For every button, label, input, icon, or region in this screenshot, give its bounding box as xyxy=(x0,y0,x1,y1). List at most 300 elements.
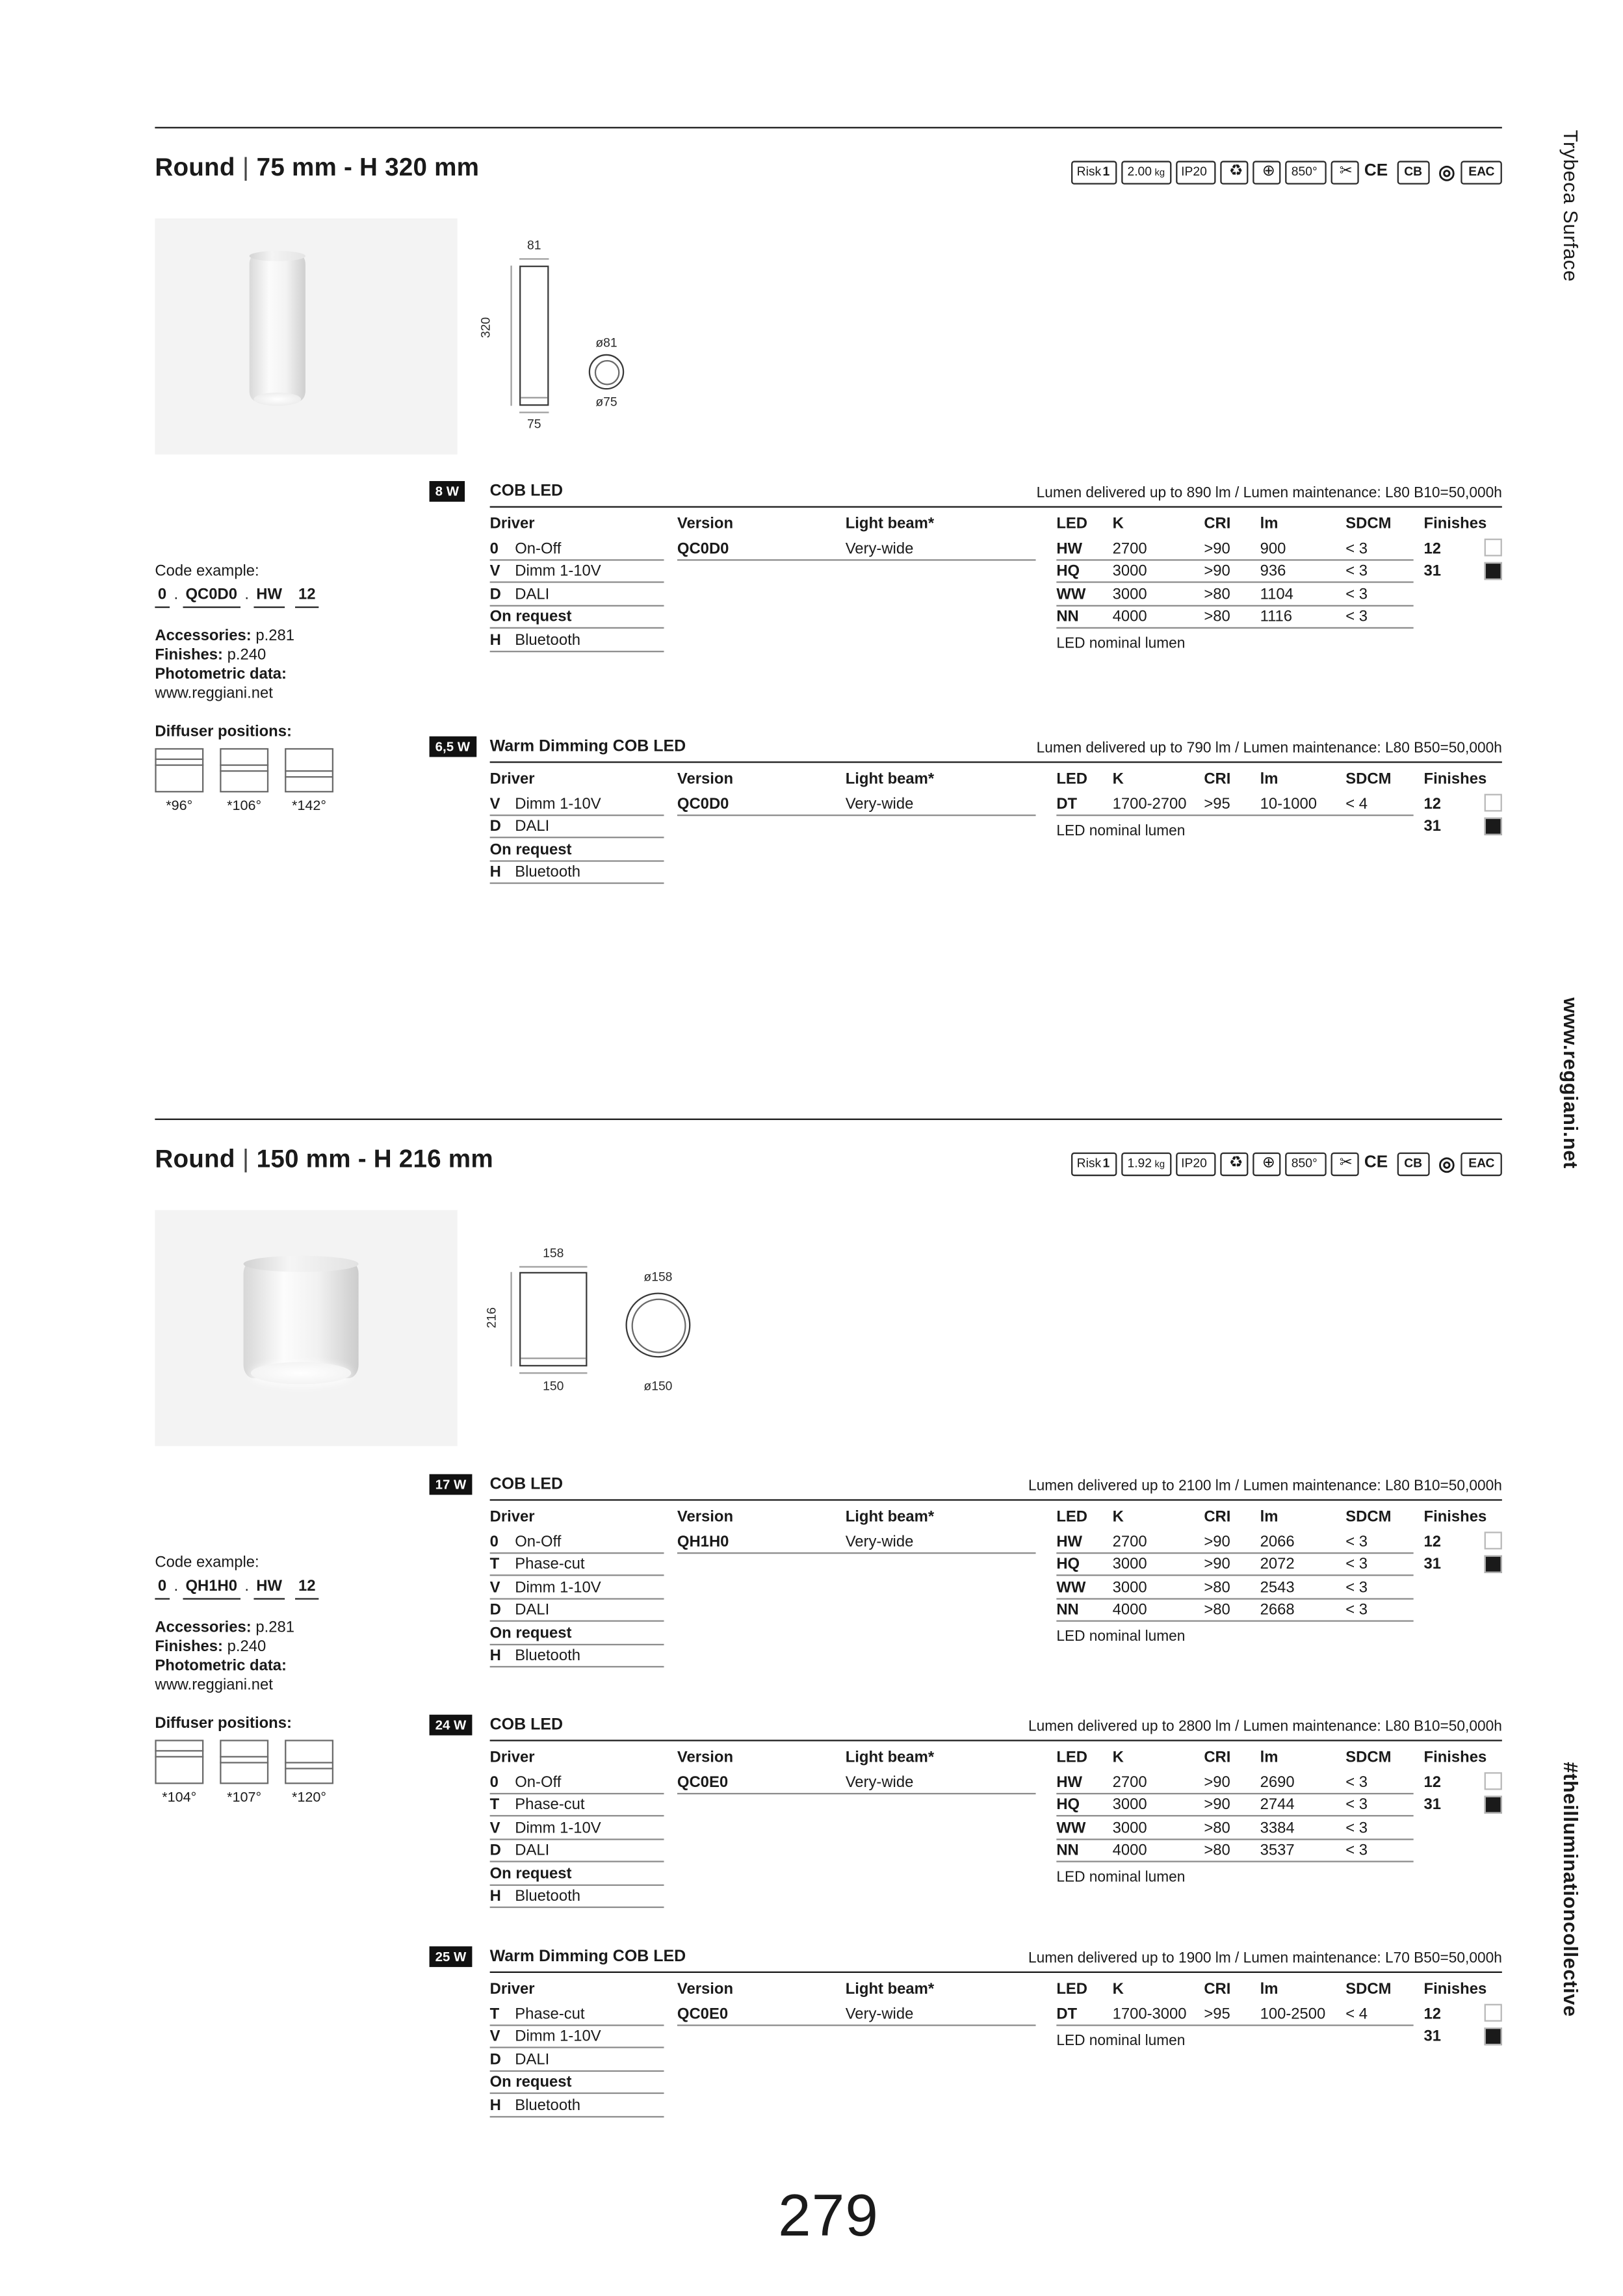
led-cell: WW xyxy=(1056,1818,1086,1837)
led-cell: >90 xyxy=(1204,1532,1230,1550)
led-row xyxy=(1056,1816,1413,1839)
technical-drawing xyxy=(472,1240,738,1402)
driver-row xyxy=(490,1794,664,1816)
dimension-line xyxy=(510,1272,512,1366)
column-header: Version xyxy=(677,770,734,789)
led-rows xyxy=(1056,792,1413,815)
finishes-options xyxy=(1424,1530,1502,1576)
driver-options xyxy=(490,1530,664,1667)
led-cell: 4000 xyxy=(1112,1600,1147,1619)
badge-icon: ⊕ xyxy=(1262,163,1275,181)
diffuser-angle: *104° xyxy=(162,1790,197,1807)
finish-swatch xyxy=(1485,562,1502,579)
led-cell: >80 xyxy=(1204,1600,1230,1619)
cert-badge xyxy=(1363,160,1392,183)
driver-label: Dimm 1-10V xyxy=(515,562,601,581)
column-header: K xyxy=(1112,1507,1124,1526)
product-dimensions: 75 mm - H 320 mm xyxy=(256,153,480,182)
column-header: LED xyxy=(1056,515,1087,533)
led-row xyxy=(1056,606,1413,629)
product-shape: Round xyxy=(155,1145,235,1173)
finish-code: 31 xyxy=(1423,1795,1442,1814)
led-cell: >90 xyxy=(1204,562,1230,581)
finishes-line xyxy=(155,646,450,666)
version-row xyxy=(677,792,1036,815)
badge-text: Risk xyxy=(1076,164,1102,179)
driver-label: Dimm 1-10V xyxy=(515,1818,601,1837)
led-cell: 2700 xyxy=(1112,1773,1147,1791)
accessories-label: Accessories: xyxy=(155,627,252,645)
cert-badge xyxy=(1121,1152,1171,1175)
dim-diameter-bottom: ø150 xyxy=(643,1378,673,1393)
code-token: HW xyxy=(253,586,285,607)
front-view xyxy=(519,266,549,406)
badge-icon: ♻ xyxy=(1228,163,1243,181)
badge-icon: ◎ xyxy=(1438,1152,1455,1175)
column-headers xyxy=(490,1980,1502,1998)
light-beam-value: Very-wide xyxy=(845,539,914,557)
led-row xyxy=(1056,1530,1413,1553)
column-header: Light beam* xyxy=(845,515,935,533)
driver-row xyxy=(490,629,664,651)
lumen-info: Lumen delivered up to 1900 lm / Lumen maintenance: L70 B50=50,000h xyxy=(1028,1950,1502,1966)
driver-row xyxy=(490,2002,664,2025)
diffuser-positions xyxy=(155,1740,450,1807)
table-rule xyxy=(490,761,1502,763)
driver-row xyxy=(490,1576,664,1598)
driver-code: V xyxy=(489,2027,500,2046)
code-token: 0 xyxy=(155,586,169,607)
led-cell: 10-1000 xyxy=(1260,794,1318,813)
column-header: Light beam* xyxy=(845,1507,935,1526)
cert-badge xyxy=(1461,160,1502,183)
top-view xyxy=(589,354,624,389)
led-type-title: COB LED xyxy=(489,482,564,501)
code-example xyxy=(155,1578,450,1606)
driver-code: V xyxy=(489,1818,500,1837)
column-header: Finishes xyxy=(1423,1507,1487,1526)
product-shape: Round xyxy=(155,153,235,182)
diffuser-icon xyxy=(155,1740,203,1784)
driver-label: DALI xyxy=(515,1600,550,1619)
driver-label: On-Off xyxy=(515,539,562,557)
driver-row xyxy=(490,2026,664,2048)
accessories-label: Accessories: xyxy=(155,1619,252,1637)
light-beam-value: Very-wide xyxy=(845,1532,914,1550)
led-cell: < 3 xyxy=(1345,1532,1368,1550)
finish-option xyxy=(1424,2026,1502,2048)
led-type-title: COB LED xyxy=(489,1716,564,1734)
driver-row xyxy=(490,1816,664,1839)
code-example-label: Code example: xyxy=(155,1554,259,1572)
cert-badge xyxy=(1363,1152,1392,1175)
column-header: K xyxy=(1112,1748,1124,1767)
badge-bold-text: CB xyxy=(1404,1155,1423,1171)
finishes-options xyxy=(1424,2002,1502,2048)
driver-label: Bluetooth xyxy=(515,2096,580,2114)
driver-options xyxy=(490,2002,664,2117)
product-photo xyxy=(155,218,457,454)
photometric-link[interactable]: www.reggiani.net xyxy=(155,1676,273,1694)
finishes-page: p.240 xyxy=(227,646,266,664)
lumen-info: Lumen delivered up to 2800 lm / Lumen maintenance: L80 B10=50,000h xyxy=(1028,1718,1502,1735)
badge-icon: ⊕ xyxy=(1262,1154,1275,1172)
column-header: LED xyxy=(1056,1980,1087,1998)
cylinder-product-image xyxy=(244,1260,359,1379)
led-cell: >95 xyxy=(1204,2004,1230,2023)
led-rows xyxy=(1056,1530,1413,1622)
wattage-badge: 25 W xyxy=(430,1946,473,1966)
diffuser-band xyxy=(155,1750,203,1757)
diffuser-position xyxy=(155,748,203,816)
driver-options xyxy=(490,792,664,884)
inner-circle xyxy=(630,1298,685,1352)
driver-code: 0 xyxy=(489,1532,499,1550)
dim-height: 320 xyxy=(478,317,493,339)
driver-row xyxy=(490,2048,664,2071)
led-cell: >80 xyxy=(1204,1818,1230,1837)
cert-badge xyxy=(1434,160,1457,183)
driver-row xyxy=(490,1885,664,1908)
led-cell: 4000 xyxy=(1112,1841,1147,1860)
badge-bold-text: 1 xyxy=(1102,1155,1110,1171)
column-header: Version xyxy=(677,1980,734,1998)
column-header: SDCM xyxy=(1345,770,1392,789)
led-cell: 3384 xyxy=(1260,1818,1295,1837)
column-header: Finishes xyxy=(1423,770,1487,789)
inner-circle xyxy=(594,359,619,385)
driver-row xyxy=(490,815,664,838)
photometric-label: Photometric data: xyxy=(155,1657,287,1675)
finish-swatch xyxy=(1485,1554,1502,1572)
column-header: K xyxy=(1112,770,1124,789)
driver-code: H xyxy=(489,2096,501,2114)
version-row xyxy=(677,537,1036,560)
badge-text: 850° xyxy=(1291,1155,1318,1171)
badge-bold-text: ЕАС xyxy=(1468,164,1495,179)
cert-badge xyxy=(1434,1152,1457,1175)
led-cell: WW xyxy=(1056,585,1086,603)
wattage-badge: 8 W xyxy=(430,481,465,501)
column-header: CRI xyxy=(1204,1507,1231,1526)
driver-label: On-Off xyxy=(515,1532,562,1550)
diffuser-icon xyxy=(285,748,333,792)
driver-code: D xyxy=(489,2050,501,2068)
finish-swatch xyxy=(1485,816,1502,834)
finish-code: 12 xyxy=(1423,1773,1442,1791)
led-cell: 2744 xyxy=(1260,1795,1295,1814)
version-row xyxy=(677,1771,1036,1794)
photometric-label: Photometric data: xyxy=(155,665,287,684)
driver-options xyxy=(490,1771,664,1908)
badge-text: 2.00 xyxy=(1127,164,1152,179)
badge-bold-text: CB xyxy=(1404,164,1423,179)
badge-text: IP20 xyxy=(1181,1155,1207,1171)
column-header: Driver xyxy=(489,1980,535,1998)
driver-code: 0 xyxy=(489,1773,499,1791)
led-cell: < 3 xyxy=(1345,1600,1368,1619)
dim-diameter-top: ø158 xyxy=(643,1269,673,1284)
light-beam-value: Very-wide xyxy=(845,1773,914,1791)
led-cell: 2668 xyxy=(1260,1600,1295,1619)
dim-diameter-bottom: ø75 xyxy=(595,394,617,409)
finish-option xyxy=(1424,1771,1502,1794)
driver-label: On-Off xyxy=(515,1773,562,1791)
column-header: Finishes xyxy=(1423,515,1487,533)
led-rows xyxy=(1056,1771,1413,1862)
driver-row xyxy=(490,1622,664,1645)
series-name-vertical-label: Trybeca Surface xyxy=(1559,129,1582,282)
driver-label: On request xyxy=(489,608,572,626)
led-cell: < 4 xyxy=(1345,2004,1368,2023)
led-data xyxy=(1056,792,1413,839)
led-nominal-note: LED nominal lumen xyxy=(1056,636,1186,653)
led-rows xyxy=(1056,2002,1413,2025)
led-cell: HQ xyxy=(1056,1555,1080,1573)
column-header: SDCM xyxy=(1345,1507,1392,1526)
led-cell: 3000 xyxy=(1112,562,1147,581)
driver-code: V xyxy=(489,562,500,581)
driver-row xyxy=(490,606,664,629)
version-code: QC0D0 xyxy=(677,794,729,813)
diffuser-position xyxy=(285,748,333,816)
reference-links xyxy=(155,1619,450,1695)
accessories-line xyxy=(155,627,450,647)
driver-row xyxy=(490,792,664,815)
dimension-line xyxy=(519,258,549,259)
column-header: SDCM xyxy=(1345,1980,1392,1998)
version-code: QH1H0 xyxy=(677,1532,729,1550)
led-cell: < 3 xyxy=(1345,608,1368,626)
finish-option xyxy=(1424,560,1502,582)
dimension-line xyxy=(519,1372,587,1374)
finish-swatch xyxy=(1485,2004,1502,2022)
finish-code: 31 xyxy=(1423,1555,1442,1573)
accessories-page: p.281 xyxy=(255,627,295,645)
column-header: Version xyxy=(677,1507,734,1526)
led-cell: 2072 xyxy=(1260,1555,1295,1573)
accessories-line xyxy=(155,1619,450,1638)
dim-height: 216 xyxy=(484,1307,499,1329)
finishes-options xyxy=(1424,792,1502,838)
driver-row xyxy=(490,1553,664,1576)
led-cell: HW xyxy=(1056,539,1083,557)
driver-code: H xyxy=(489,631,501,649)
diffuser-position xyxy=(285,1740,333,1807)
finish-option xyxy=(1424,2002,1502,2025)
title-separator: | xyxy=(242,153,250,182)
photometric-link[interactable]: www.reggiani.net xyxy=(155,685,273,703)
led-row xyxy=(1056,1840,1413,1862)
light-beam-value: Very-wide xyxy=(845,2004,914,2023)
badge-unit: kg xyxy=(1154,1160,1165,1171)
driver-code: T xyxy=(489,2004,500,2023)
driver-row xyxy=(490,1771,664,1794)
led-type-title: Warm Dimming COB LED xyxy=(489,1948,686,1966)
led-cell: >80 xyxy=(1204,1841,1230,1860)
driver-code: T xyxy=(489,1555,500,1573)
version-row xyxy=(677,2002,1036,2025)
section-title xyxy=(155,1145,493,1175)
driver-code: V xyxy=(489,1578,500,1597)
badge-unit: kg xyxy=(1154,168,1165,179)
code-token: HW xyxy=(253,1578,285,1599)
column-header: lm xyxy=(1260,1980,1279,1998)
driver-code: D xyxy=(489,1600,501,1619)
column-header: CRI xyxy=(1204,515,1231,533)
column-header: Light beam* xyxy=(845,770,935,789)
led-data xyxy=(1056,2002,1413,2049)
diffuser-band xyxy=(285,770,333,777)
led-cell: < 3 xyxy=(1345,1841,1368,1860)
dimension-line xyxy=(510,266,512,406)
badge-bold-text: 1 xyxy=(1102,164,1110,179)
led-cell: 3000 xyxy=(1112,1555,1147,1573)
driver-label: Phase-cut xyxy=(515,1555,585,1573)
driver-label: Bluetooth xyxy=(515,863,580,881)
driver-label: Dimm 1-10V xyxy=(515,2027,601,2046)
code-token: 0 xyxy=(155,1578,169,1599)
column-headers xyxy=(490,1749,1502,1766)
finish-code: 12 xyxy=(1423,539,1442,557)
code-separator: . xyxy=(174,1577,179,1595)
led-row xyxy=(1056,560,1413,582)
finish-swatch xyxy=(1485,1795,1502,1812)
cert-badge xyxy=(1331,160,1358,183)
led-cell: 2700 xyxy=(1112,539,1147,557)
led-cell: 2543 xyxy=(1260,1578,1295,1597)
led-cell: < 3 xyxy=(1345,539,1368,557)
driver-row xyxy=(490,1599,664,1622)
lumen-info: Lumen delivered up to 890 lm / Lumen maintenance: L80 B10=50,000h xyxy=(1036,484,1502,501)
led-row xyxy=(1056,1576,1413,1598)
driver-row xyxy=(490,1645,664,1667)
led-nominal-note: LED nominal lumen xyxy=(1056,822,1186,839)
column-header: Light beam* xyxy=(845,1980,935,1998)
led-cell: 2690 xyxy=(1260,1773,1295,1791)
diffuser-positions-label: Diffuser positions: xyxy=(155,723,292,741)
led-cell: >90 xyxy=(1204,1773,1230,1791)
finish-swatch xyxy=(1485,1772,1502,1790)
driver-label: DALI xyxy=(515,2050,550,2068)
led-cell: < 3 xyxy=(1345,1795,1368,1814)
dim-width-top: 158 xyxy=(543,1245,564,1260)
badge-text: CE xyxy=(1364,1153,1388,1171)
driver-label: DALI xyxy=(515,585,550,603)
led-cell: >95 xyxy=(1204,794,1230,813)
finish-swatch xyxy=(1485,2027,1502,2044)
cert-badge xyxy=(1397,1152,1430,1175)
led-cell: NN xyxy=(1056,1600,1079,1619)
diffuser-position xyxy=(220,748,268,816)
column-header: lm xyxy=(1260,770,1279,789)
certification-badges xyxy=(1071,159,1502,185)
finish-code: 31 xyxy=(1423,2027,1442,2046)
led-cell: 3537 xyxy=(1260,1841,1295,1860)
driver-row xyxy=(490,1840,664,1862)
led-nominal-note: LED nominal lumen xyxy=(1056,1629,1186,1646)
column-header: Driver xyxy=(489,1507,535,1526)
badge-icon: ♻ xyxy=(1228,1154,1243,1172)
driver-label: DALI xyxy=(515,1841,550,1860)
cert-badge xyxy=(1220,1152,1249,1175)
led-cell: < 3 xyxy=(1345,1555,1368,1573)
diffuser-band xyxy=(285,1762,333,1769)
led-cell: 1700-2700 xyxy=(1112,794,1187,813)
finishes-label: Finishes: xyxy=(155,1637,223,1656)
driver-options xyxy=(490,537,664,651)
driver-label: On request xyxy=(489,840,572,859)
led-cell: 4000 xyxy=(1112,608,1147,626)
column-header: LED xyxy=(1056,1748,1087,1767)
finish-option xyxy=(1424,1553,1502,1576)
led-cell: 2066 xyxy=(1260,1532,1295,1550)
led-cell: 1700-3000 xyxy=(1112,2004,1187,2023)
product-info-column xyxy=(155,1554,450,1807)
column-header: Driver xyxy=(489,515,535,533)
finish-code: 31 xyxy=(1423,817,1442,835)
led-type-title: COB LED xyxy=(489,1476,564,1494)
led-data xyxy=(1056,537,1413,652)
led-cell: 900 xyxy=(1260,539,1286,557)
code-separator: . xyxy=(174,586,179,604)
badge-icon: ◎ xyxy=(1438,161,1455,183)
diffuser-icon xyxy=(220,1740,268,1784)
dim-width-bottom: 75 xyxy=(526,416,541,431)
light-beam-value: Very-wide xyxy=(845,794,914,813)
version-row xyxy=(677,1530,1036,1553)
led-cell: HQ xyxy=(1056,1795,1080,1814)
diffuser-positions-label: Diffuser positions: xyxy=(155,1714,292,1732)
cert-badge xyxy=(1175,160,1215,183)
finish-code: 12 xyxy=(1423,2004,1442,2023)
led-cell: HW xyxy=(1056,1532,1083,1550)
finish-option xyxy=(1424,792,1502,815)
led-cell: >80 xyxy=(1204,1578,1230,1597)
driver-label: On request xyxy=(489,2073,572,2091)
finish-option xyxy=(1424,1794,1502,1816)
column-header: CRI xyxy=(1204,770,1231,789)
led-row xyxy=(1056,1794,1413,1816)
column-header: LED xyxy=(1056,1507,1087,1526)
code-token: 12 xyxy=(295,586,318,607)
led-data xyxy=(1056,1771,1413,1886)
driver-label: Phase-cut xyxy=(515,1795,585,1814)
led-cell: < 3 xyxy=(1345,1773,1368,1791)
led-cell: < 4 xyxy=(1345,794,1368,813)
finish-swatch xyxy=(1485,794,1502,811)
finishes-options xyxy=(1424,537,1502,582)
driver-row xyxy=(490,2071,664,2094)
dim-width-bottom: 150 xyxy=(543,1378,564,1393)
column-headers xyxy=(490,515,1502,532)
diffuser-angle: *142° xyxy=(292,798,327,815)
lumen-info: Lumen delivered up to 2100 lm / Lumen maintenance: L80 B10=50,000h xyxy=(1028,1478,1502,1494)
diffuser-band xyxy=(155,759,203,766)
driver-code: D xyxy=(489,817,501,835)
driver-code: T xyxy=(489,1795,500,1814)
finish-option xyxy=(1424,815,1502,838)
column-header: Version xyxy=(677,515,734,533)
cert-badge xyxy=(1121,160,1171,183)
driver-label: On request xyxy=(489,1624,572,1642)
diffuser-band xyxy=(220,1756,268,1763)
dim-diameter-top: ø81 xyxy=(595,335,617,350)
wattage-badge: 24 W xyxy=(430,1715,473,1735)
driver-label: Dimm 1-10V xyxy=(515,1578,601,1597)
cert-badge xyxy=(1175,1152,1215,1175)
dimension-line xyxy=(519,1266,587,1268)
